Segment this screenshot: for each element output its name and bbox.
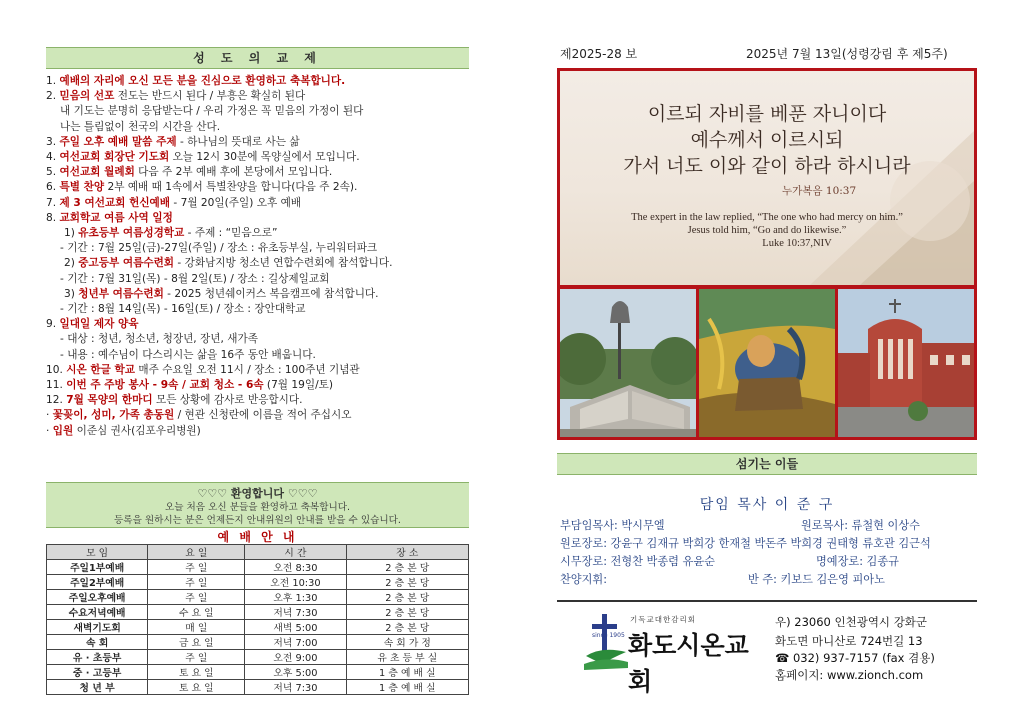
worship-name: 속 회: [47, 635, 148, 650]
staff-row-left: 찬양지휘:: [560, 573, 607, 586]
worship-place: 1 층 예 배 실: [346, 680, 468, 695]
notice-item: [46, 165, 471, 180]
bell-monument-icon: [560, 289, 696, 437]
notice-number: 4.: [46, 151, 57, 164]
worship-place: 2 층 본 당: [346, 605, 468, 620]
worship-name: 유 · 초등부: [47, 650, 148, 665]
notice-text: - 대상 : 청년, 청소년, 청장년, 장년, 새가족: [60, 333, 258, 346]
notice-item: [46, 332, 471, 347]
notice-highlight: 믿음의 선포: [59, 90, 115, 103]
notice-number: 7.: [46, 196, 57, 209]
notice-highlight: 교회학교 여름 사역 일정: [59, 211, 173, 224]
worship-time: 오후 1:30: [245, 590, 346, 605]
notice-text: 오늘 12시 30분에 목양실에서 모입니다.: [169, 151, 360, 164]
worship-place: 1 층 예 배 실: [346, 665, 468, 680]
footer-divider: [557, 600, 977, 602]
notice-item: [46, 226, 471, 241]
notice-highlight: 특별 찬양: [59, 181, 105, 194]
notice-text: - 내용 : 예수님이 다스리시는 삶을 16주 동안 배웁니다.: [60, 348, 316, 361]
notice-number: ·: [46, 409, 50, 422]
church-logo: [582, 610, 772, 696]
worship-title: 예 배 안 내: [217, 530, 298, 544]
bulletin-date: 2025년 7월 13일(성령강림 후 제5주): [746, 47, 948, 61]
scripture-image: [557, 68, 977, 288]
notice-item: [46, 135, 471, 150]
worship-header: 요 일: [148, 545, 245, 560]
worship-time: 오후 5:00: [245, 665, 346, 680]
staff-row-left: 원로장로: 강윤구 김재규 박희강 한재철 박돈주 박희경 권태형 류호관 김근석: [560, 537, 931, 550]
church-building-photo: [838, 289, 974, 437]
notice-item: [46, 363, 471, 378]
notice-highlight: 7월 목양의 한마디: [66, 394, 153, 407]
church-name: 화도시온교회: [628, 631, 749, 696]
notice-text: 모든 상황에 감사로 반응합시다.: [152, 394, 303, 407]
worship-time: 오전 9:00: [245, 650, 346, 665]
worship-name: 새벽기도회: [47, 620, 148, 635]
notice-text: - 강화남지방 청소년 연합수련회에 참석합니다.: [174, 257, 393, 270]
notice-text: - 기간 : 8월 14일(목) - 16일(토) / 장소 : 장안대학교: [60, 303, 306, 316]
worship-place: 2 층 본 당: [346, 590, 468, 605]
welcome-box: [46, 482, 469, 528]
notice-item: [46, 408, 471, 423]
worship-name: 수요저녁예배: [47, 605, 148, 620]
table-row: [47, 650, 469, 665]
staff-row-left: 부담임목사: 박시무엘: [560, 519, 665, 532]
worship-day: 토 요 일: [148, 680, 245, 695]
notice-item: [46, 272, 471, 287]
issue-number: 제2025-28 보: [560, 47, 638, 61]
table-row: [47, 605, 469, 620]
worship-name: 청 년 부: [47, 680, 148, 695]
verse-en-line: Jesus told him, “Go and do likewise.”: [687, 225, 847, 236]
notice-number: 10.: [46, 363, 63, 376]
worship-place: 2 층 본 당: [346, 560, 468, 575]
notice-item: [46, 393, 471, 408]
notice-highlight: 일대일 제자 양육: [59, 318, 139, 331]
notice-number: 2): [64, 257, 75, 270]
table-row: [47, 665, 469, 680]
worship-day: 주 일: [148, 650, 245, 665]
worship-day: 주 일: [148, 560, 245, 575]
notice-text: - 2025 청년쉐이커스 복음캠프에 참석합니다.: [163, 287, 379, 300]
notice-item: [46, 104, 471, 119]
table-row: [47, 620, 469, 635]
notice-number: 6.: [46, 181, 57, 194]
notice-number: 1): [64, 227, 75, 240]
verse-ko-line: 가서 너도 이와 같이 하라 하시니라: [623, 155, 911, 177]
notice-number: 11.: [46, 379, 63, 392]
welcome-line-1: 오늘 처음 오신 분들을 환영하고 축복합니다.: [164, 502, 351, 513]
notice-item: [46, 424, 471, 439]
notice-number: 3): [64, 287, 75, 300]
since-label: since 1905: [592, 632, 625, 639]
fellowship-title: 성 도 의 교 제: [46, 47, 469, 69]
notice-text: - 기간 : 7월 25일(금)-27일(주일) / 장소 : 유초등부실, 누리워터파크: [60, 242, 378, 255]
notice-item: [46, 120, 471, 135]
worship-table: [46, 544, 469, 695]
notice-item: [46, 150, 471, 165]
verse-en-line: The expert in the law replied, “The one who had mercy on him.”: [631, 212, 903, 223]
notice-highlight: 이번 주 주방 봉사 - 9속 / 교회 청소 - 6속: [66, 379, 264, 392]
photo-strip: [557, 286, 977, 440]
notice-number: ·: [46, 424, 50, 437]
notice-highlight: 제 3 여선교회 헌신예배: [59, 196, 171, 209]
notice-highlight: 주일 오후 예배 말씀 주제: [59, 135, 177, 148]
notice-text: - 주제 : “믿음으로”: [184, 227, 278, 240]
notice-text: - 기간 : 7월 31일(목) - 8월 2일(토) / 장소 : 길상제일교회: [60, 272, 330, 285]
phone-line: ☎ 032) 937-7157 (fax 겸용): [775, 651, 935, 665]
worship-time: 새벽 5:00: [245, 620, 346, 635]
staff-row-right: 명예장로: 김종규: [816, 555, 899, 568]
worship-time: 저녁 7:00: [245, 635, 346, 650]
notice-text: 이준심 권사(김포우리병원): [73, 424, 201, 437]
church-bell-photo: [560, 289, 696, 437]
verse-ref-ko: 누가복음 10:37: [782, 185, 857, 197]
notice-highlight: 유초등부 여름성경학교: [78, 227, 185, 240]
worship-name: 주일1부예배: [47, 560, 148, 575]
notice-highlight: 꽃꽂이, 성미, 가족 총동원: [52, 409, 175, 422]
notice-text: 나는 틀림없이 천국의 시간을 산다.: [60, 120, 221, 133]
welcome-title: ♡♡♡ 환영합니다 ♡♡♡: [197, 487, 318, 500]
notice-number: 9.: [46, 318, 57, 331]
notice-item: [46, 287, 471, 302]
worship-day: 토 요 일: [148, 665, 245, 680]
notice-text: - 7월 20일(주일) 오후 예배: [170, 196, 302, 209]
worship-header: 시 간: [245, 545, 346, 560]
notice-highlight: 예배의 자리에 오신 모든 분을 진심으로 환영하고 축복합니다.: [59, 75, 346, 87]
notice-highlight: 여선교회 회장단 기도회: [59, 151, 170, 164]
notice-item: [46, 74, 471, 89]
notice-item: [46, 89, 471, 104]
notice-text: 매주 수요일 오전 11시 / 장소 : 100주년 기념관: [135, 363, 360, 376]
notice-number: 12.: [46, 394, 63, 407]
worship-time: 저녁 7:30: [245, 680, 346, 695]
church-building-icon: [838, 289, 974, 437]
verse-ko-line: 이르되 자비를 베푼 자니이다: [647, 103, 887, 125]
worship-day: 수 요 일: [148, 605, 245, 620]
staff-row-left: 시무장로: 전형찬 박종렴 유윤순: [560, 555, 715, 568]
senior-pastor: 담임 목사 이 준 구: [699, 497, 835, 513]
worship-place: 2 층 본 당: [346, 620, 468, 635]
worship-header: 모 임: [47, 545, 148, 560]
homepage-link[interactable]: 홈페이지: www.zionch.com: [775, 668, 924, 682]
worship-name: 주일오후예배: [47, 590, 148, 605]
staff-row-right: 원로목사: 류철현 이상수: [801, 519, 920, 532]
staff-row-right: 반 주: 키보드 김은영 피아노: [748, 573, 885, 586]
notice-item: [46, 302, 471, 317]
notice-item: [46, 241, 471, 256]
notice-number: 5.: [46, 166, 57, 179]
table-row: [47, 680, 469, 695]
worship-day: 매 일: [148, 620, 245, 635]
verse-ref-en: Luke 10:37,NIV: [762, 238, 832, 249]
notice-item: [46, 348, 471, 363]
address-line: 화도면 마니산로 724번길 13: [775, 634, 923, 648]
notice-highlight: 입원: [52, 424, 74, 437]
notice-highlight: 중고등부 여름수련회: [78, 257, 175, 270]
notice-number: 8.: [46, 211, 57, 224]
servants-title: 섬기는 이들: [557, 453, 977, 475]
notice-item: [46, 180, 471, 195]
notice-text: - 하나님의 뜻대로 사는 삶: [176, 135, 300, 148]
notice-item: [46, 211, 471, 226]
notice-list: [46, 74, 471, 439]
table-row: [47, 590, 469, 605]
worship-time: 저녁 7:30: [245, 605, 346, 620]
notice-text: 전도는 반드시 된다 / 부흥은 확실히 된다: [114, 90, 306, 103]
notice-highlight: 여선교회 월례회: [59, 166, 135, 179]
worship-time: 오전 10:30: [245, 575, 346, 590]
notice-text: 2부 예배 때 1속에서 특별찬양을 합니다(다음 주 2속).: [104, 181, 358, 194]
notice-number: 2.: [46, 90, 57, 103]
notice-number: 1.: [46, 75, 57, 87]
table-row: [47, 635, 469, 650]
verse-ko-line: 예수께서 이르시되: [690, 129, 844, 151]
address-line: 우) 23060 인천광역시 강화군: [775, 615, 928, 629]
cross-flame-icon: [582, 612, 630, 672]
worship-place: 속 회 가 정: [346, 635, 468, 650]
notice-number: 3.: [46, 135, 57, 148]
denomination-label: 기독교대한감리회: [630, 615, 696, 624]
worship-name: 주일2부예배: [47, 575, 148, 590]
notice-item: [46, 317, 471, 332]
worship-name: 중 · 고등부: [47, 665, 148, 680]
worship-header-row: [47, 545, 469, 560]
table-row: [47, 560, 469, 575]
worship-day: 주 일: [148, 575, 245, 590]
worship-day: 금 요 일: [148, 635, 245, 650]
worship-place: 유 초 등 부 실: [346, 650, 468, 665]
samaritan-painting-icon: [699, 289, 835, 437]
notice-text: 내 기도는 분명히 응답받는다 / 우리 가정은 꼭 믿음의 가정이 된다: [60, 105, 364, 118]
notice-text: / 현관 신청란에 이름을 적어 주십시오: [174, 409, 352, 422]
painting-photo: [699, 289, 835, 437]
worship-place: 2 층 본 당: [346, 575, 468, 590]
worship-time: 오전 8:30: [245, 560, 346, 575]
table-row: [47, 575, 469, 590]
notice-item: [46, 378, 471, 393]
welcome-line-2: 등록을 원하시는 분은 언제든지 안내위원의 안내를 받을 수 있습니다.: [114, 515, 401, 526]
notice-highlight: 시온 한글 학교: [66, 363, 136, 376]
notice-highlight: 청년부 여름수련회: [78, 287, 164, 300]
worship-header: 장 소: [346, 545, 468, 560]
notice-text: 다음 주 2부 예배 후에 본당에서 모입니다.: [134, 166, 333, 179]
notice-text: (7월 19일/토): [263, 379, 334, 392]
notice-item: [46, 196, 471, 211]
notice-item: [46, 256, 471, 271]
worship-day: 주 일: [148, 590, 245, 605]
